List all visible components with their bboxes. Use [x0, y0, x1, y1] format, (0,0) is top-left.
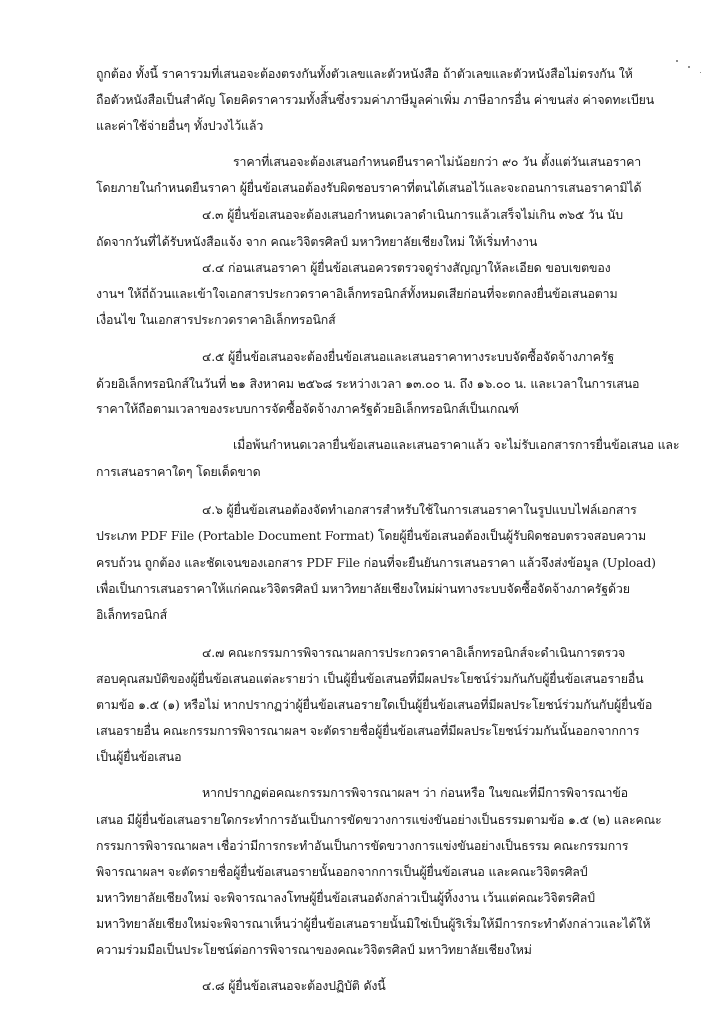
document-text-line: ถูกต้อง ทั้งนี้ ราคารวมที่เสนอจะต้องตรงกันทั้งตัวเลขและตัวหนังสือ ถ้าตัวเลขและตัวหนังสือไม่ตรงกัน ให้ — [96, 66, 633, 81]
document-text-line: ๔.๔ ก่อนเสนอราคา ผู้ยื่นข้อเสนอควรตรวจดูร่างสัญญาให้ละเอียด ขอบเขตของ — [202, 260, 611, 275]
document-text-line: ครบถ้วน ถูกต้อง และชัดเจนของเอกสาร PDF File ก่อนที่จะยืนยันการเสนอราคา แล้วจึงส่งข้อมูล (Upload) — [96, 555, 656, 570]
document-text-line: ด้วยอิเล็กทรอนิกส์ในวันที่ ๒๑ สิงหาคม ๒๕๖๘ ระหว่างเวลา ๑๓.๐๐ น. ถึง ๑๖.๐๐ น. และเวลาในการเสนอ — [96, 376, 640, 391]
scan-speck — [688, 66, 690, 68]
document-text-line: เสนอรายอื่น คณะกรรมการพิจารณาผลฯ จะตัดรายชื่อผู้ยื่นข้อเสนอที่มีผลประโยชน์ร่วมกันนั้นออกจากการ — [96, 723, 640, 738]
document-text-line: หากปรากฏต่อคณะกรรมการพิจารณาผลฯ ว่า ก่อนหรือ ในขณะที่มีการพิจารณาข้อ — [202, 785, 628, 800]
document-text-line: เมื่อพ้นกำหนดเวลายื่นข้อเสนอและเสนอราคาแล้ว จะไม่รับเอกสารการยื่นข้อเสนอ และ — [233, 437, 680, 452]
document-text-line: ราคาที่เสนอจะต้องเสนอกำหนดยืนราคาไม่น้อยกว่า ๙๐ วัน ตั้งแต่วันเสนอราคา — [233, 154, 642, 169]
document-text-line: ถือตัวหนังสือเป็นสำคัญ โดยคิดราคารวมทั้งสิ้นซึ่งรวมค่าภาษีมูลค่าเพิ่ม ภาษีอากรอื่น ค่าขนส่ง ค่าจดทะเบียน — [96, 92, 655, 107]
document-text-line: ประเภท PDF File (Portable Document Format) โดยผู้ยื่นข้อเสนอต้องเป็นผู้รับผิดชอบตรวจสอบความ — [96, 528, 647, 543]
document-text-line: อิเล็กทรอนิกส์ — [96, 607, 168, 622]
document-text-line: เงื่อนไข ในเอกสารประกวดราคาอิเล็กทรอนิกส์ — [96, 312, 336, 327]
document-text-line: การเสนอราคาใดๆ โดยเด็ดขาด — [96, 464, 261, 479]
document-text-line: ๔.๕ ผู้ยื่นข้อเสนอจะต้องยื่นข้อเสนอและเสนอราคาทางระบบจัดซื้อจัดจ้างภาครัฐ — [202, 349, 615, 364]
scan-speck — [700, 72, 701, 73]
document-text-line: เสนอ มีผู้ยื่นข้อเสนอรายใดกระทำการอันเป็นการขัดขวางการแข่งขันอย่างเป็นธรรมตามข้อ ๑.๕ (๒) และคณะ — [96, 812, 662, 827]
document-text-line: งานฯ ให้ถี่ถ้วนและเข้าใจเอกสารประกวดราคาอิเล็กทรอนิกส์ทั้งหมดเสียก่อนที่จะตกลงยื่นข้อเสนอตาม — [96, 286, 618, 301]
document-text-line: พิจารณาผลฯ จะตัดรายชื่อผู้ยื่นข้อเสนอรายนั้นออกจากการเป็นผู้ยื่นข้อเสนอ และคณะวิจิตรศิลป์ — [96, 864, 588, 879]
document-text-line: ราคาให้ถือตามเวลาของระบบการจัดซื้อจัดจ้างภาครัฐด้วยอิเล็กทรอนิกส์เป็นเกณฑ์ — [96, 401, 519, 416]
document-text-line: มหาวิทยาลัยเชียงใหม่ จะพิจารณาลงโทษผู้ยื่นข้อเสนอดังกล่าวเป็นผู้ทิ้งงาน เว้นแต่คณะวิจิตรศิลป์ — [96, 890, 595, 905]
document-text-line: สอบคุณสมบัติของผู้ยื่นข้อเสนอแต่ละรายว่า เป็นผู้ยื่นข้อเสนอที่มีผลประโยชน์ร่วมกันกับผู้ยื่นข้อเสนอรายอื่น — [96, 671, 644, 686]
document-text-line: ตามข้อ ๑.๕ (๑) หรือไม่ หากปรากฏว่าผู้ยื่นข้อเสนอรายใดเป็นผู้ยื่นข้อเสนอที่มีผลประโยชน์ร่วมกันกับผู้ยื่นข้อ — [96, 697, 653, 712]
scan-speck — [676, 60, 678, 62]
document-text-line: โดยภายในกำหนดยืนราคา ผู้ยื่นข้อเสนอต้องรับผิดชอบราคาที่ตนได้เสนอไว้และจะถอนการเสนอราคามิได้ — [96, 180, 642, 195]
document-text-line: ๔.๘ ผู้ยื่นข้อเสนอจะต้องปฏิบัติ ดังนี้ — [202, 978, 386, 993]
document-text-line: ๔.๗ คณะกรรมการพิจารณาผลการประกวดราคาอิเล็กทรอนิกส์จะดำเนินการตรวจ — [202, 645, 626, 660]
document-text-line: ๔.๓ ผู้ยื่นข้อเสนอจะต้องเสนอกำหนดเวลาดำเนินการแล้วเสร็จไม่เกิน ๓๖๕ วัน นับ — [202, 207, 623, 222]
document-text-line: มหาวิทยาลัยเชียงใหม่จะพิจารณาเห็นว่าผู้ยื่นข้อเสนอรายนั้นมิใช่เป็นผู้ริเริ่มให้มีการกระทำดังกล่าวและได้ให้ — [96, 916, 651, 931]
document-text-line: และค่าใช้จ่ายอื่นๆ ทั้งปวงไว้แล้ว — [96, 118, 264, 133]
document-text-line: กรรมการพิจารณาผลฯ เชื่อว่ามีการกระทำอันเป็นการขัดขวางการแข่งขันอย่างเป็นธรรม คณะกรรมการ — [96, 838, 629, 853]
document-text-line: ความร่วมมือเป็นประโยชน์ต่อการพิจารณาของคณะวิจิตรศิลป์ มหาวิทยาลัยเชียงใหม่ — [96, 942, 532, 957]
document-text-line: เป็นผู้ยื่นข้อเสนอ — [96, 749, 182, 764]
document-text-line: ถัดจากวันที่ได้รับหนังสือแจ้ง จาก คณะวิจิตรศิลป์ มหาวิทยาลัยเชียงใหม่ ให้เริ่มทำงาน — [96, 234, 538, 249]
document-text-line: ๔.๖ ผู้ยื่นข้อเสนอต้องจัดทำเอกสารสำหรับใช้ในการเสนอราคาในรูปแบบไฟล์เอกสาร — [202, 502, 637, 517]
document-text-line: เพื่อเป็นการเสนอราคาให้แก่คณะวิจิตรศิลป์ มหาวิทยาลัยเชียงใหม่ผ่านทางระบบจัดซื้อจัดจ้างภาครัฐด้วย — [96, 581, 630, 596]
